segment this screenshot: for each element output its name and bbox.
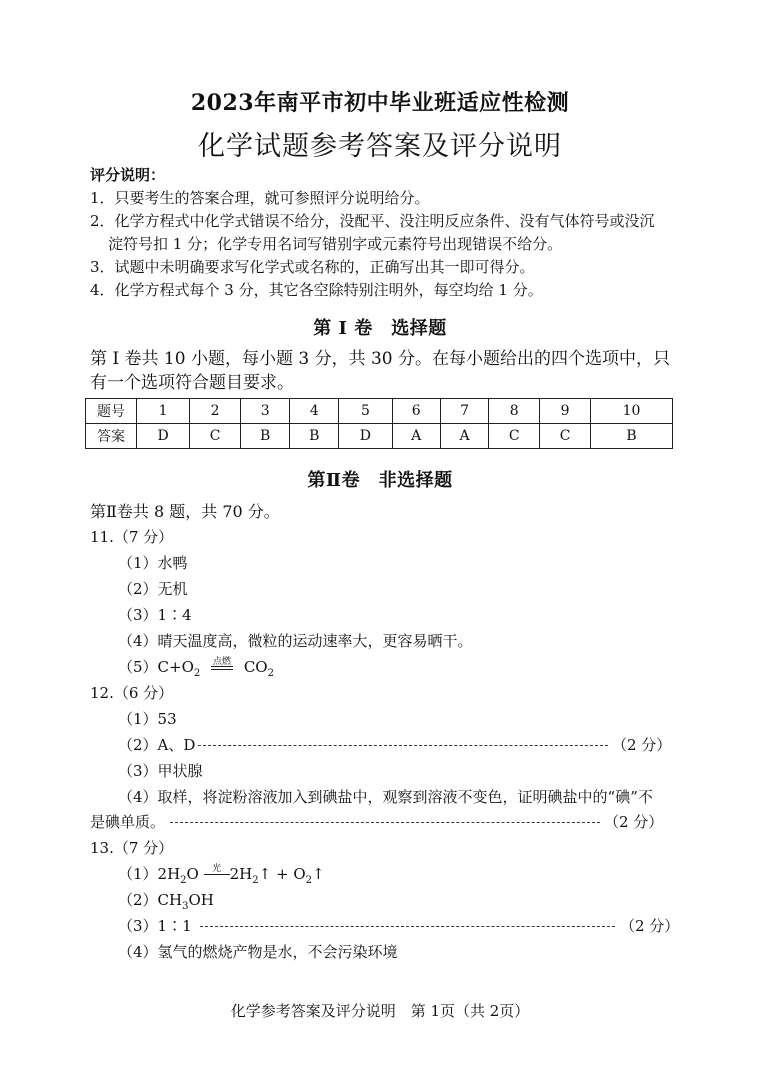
table-cell: B xyxy=(591,424,673,449)
table-cell: B xyxy=(290,424,339,449)
table-cell: 3 xyxy=(241,399,290,424)
q11-answer-1: （1）水鸭 xyxy=(118,554,188,572)
leader-dashes xyxy=(198,745,608,746)
q12-answer-2: （2）A、D xyxy=(118,736,196,754)
table-cell: D xyxy=(137,424,190,449)
q13-answer-3-points: （2 分） xyxy=(620,917,680,935)
reaction-condition-sign xyxy=(205,657,239,680)
q11-answer-5: $(5)C+O_2$ $^{点燃}$ $CO_2$ xyxy=(118,657,274,679)
q12-answer-3: （3）甲状腺 xyxy=(118,762,203,780)
q13-answer-3: （3）1∶1 xyxy=(118,917,192,935)
q13-answer-2-prefix: （2）CH xyxy=(118,891,183,909)
table-cell: 5 xyxy=(339,399,392,424)
table-cell: 8 xyxy=(489,399,540,424)
part1-intro-line1: 第 I 卷共 10 小题，每小题 3 分，共 30 分。在每小题给出的四个选项中，只 xyxy=(90,349,671,369)
q11-condition: 点燃 xyxy=(213,657,232,667)
q11-equation-reactants: （5）C+O xyxy=(118,658,194,676)
table-cell: 10 xyxy=(591,399,673,424)
note-item-1: 1．只要考生的答案合理，就可参照评分说明给分。 xyxy=(90,189,430,207)
q12-answer-4-line2: 是碘单质。 xyxy=(90,813,166,831)
q12-answer-4-line1: （4）取样，将淀粉溶液加入到碘盐中，观察到溶液不变色，证明碘盐中的“碘”不 xyxy=(118,788,653,806)
q11-answer-2: （2）无机 xyxy=(118,580,188,598)
note-item-3: 3．试题中未明确要求写化学式或名称的，正确写出其一即可得分。 xyxy=(90,258,535,276)
q13-equation-arrow: ↑ + O xyxy=(258,865,306,883)
table-cell: 4 xyxy=(290,399,339,424)
table-cell: 6 xyxy=(392,399,440,424)
part2-intro: 第Ⅱ卷共 8 题，共 70 分。 xyxy=(90,502,280,521)
table-cell: 7 xyxy=(440,399,488,424)
q12-answer-1: （1）53 xyxy=(118,710,177,728)
q11-answer-3: （3）1∶4 xyxy=(118,606,192,624)
q12-answer-4-points: （2 分） xyxy=(604,813,664,831)
table-cell: 9 xyxy=(540,399,591,424)
q13-equation-products: 2H xyxy=(229,865,253,883)
table-cell: C xyxy=(489,424,540,449)
q13-title: 13.（7 分） xyxy=(90,839,174,857)
table-cell: B xyxy=(241,424,290,449)
table-cell: 1 xyxy=(137,399,190,424)
table-cell: C xyxy=(540,424,591,449)
notes-heading: 评分说明： xyxy=(90,166,166,184)
table-cell: A xyxy=(440,424,488,449)
answer-table xyxy=(85,398,673,449)
q12-answer-2-points: （2 分） xyxy=(612,736,672,754)
leader-dashes xyxy=(200,926,615,927)
document-subtitle: 化学试题参考答案及评分说明 xyxy=(198,131,562,162)
q13-answer-1: $(1)2H_2O$ $^光$ $2H_2↑$ + $O_2↑$ xyxy=(118,864,325,886)
leader-dashes xyxy=(170,822,600,823)
q12-title: 12.（6 分） xyxy=(90,684,174,702)
q13-answer-2-tail: OH xyxy=(188,891,214,909)
note-item-4: 4．化学方程式每个 3 分，其它各空除特别注明外，每空均给 1 分。 xyxy=(90,281,543,299)
q13-condition: 光 xyxy=(212,864,222,874)
q11-equation-product: CO xyxy=(243,658,268,676)
table-row-numbers xyxy=(86,399,673,424)
q13-equation-end: ↑ xyxy=(312,865,325,883)
q13-answer-2: $(2)CH_3OH$ xyxy=(118,891,214,912)
q13-equation-reactant: （1）2H xyxy=(118,865,181,883)
part1-heading: 第 I 卷 选择题 xyxy=(313,318,447,339)
page-footer: 化学参考答案及评分说明 第 1页（共 2页） xyxy=(230,1002,530,1020)
reaction-condition-sign xyxy=(204,864,230,887)
table-row-answers xyxy=(86,424,673,449)
table-cell: 2 xyxy=(190,399,241,424)
table-cell: A xyxy=(392,424,440,449)
note-item-2-cont: 淀符号扣 1 分；化学专用名词写错别字或元素符号出现错误不给分。 xyxy=(108,235,563,253)
q13-answer-4: （4）氢气的燃烧产物是水，不会污染环境 xyxy=(118,943,398,961)
table-cell: C xyxy=(190,424,241,449)
q11-title: 11.（7 分） xyxy=(90,528,174,546)
q13-equation-reactant-tail: O xyxy=(186,865,199,883)
table-header-number: 题号 xyxy=(86,399,137,424)
q11-answer-4: （4）晴天温度高，微粒的运动速率大，更容易晒干。 xyxy=(118,632,473,650)
part2-heading: 第Ⅱ卷 非选择题 xyxy=(307,470,453,491)
table-cell: D xyxy=(339,424,392,449)
note-item-2: 2．化学方程式中化学式错误不给分，没配平、没注明反应条件、没有气体符号或没沉 xyxy=(90,212,655,230)
table-header-answer: 答案 xyxy=(86,424,137,449)
exam-title: 2023年南平市初中毕业班适应性检测 xyxy=(190,90,570,116)
part1-intro-line2: 有一个选项符合题目要求。 xyxy=(90,373,294,393)
